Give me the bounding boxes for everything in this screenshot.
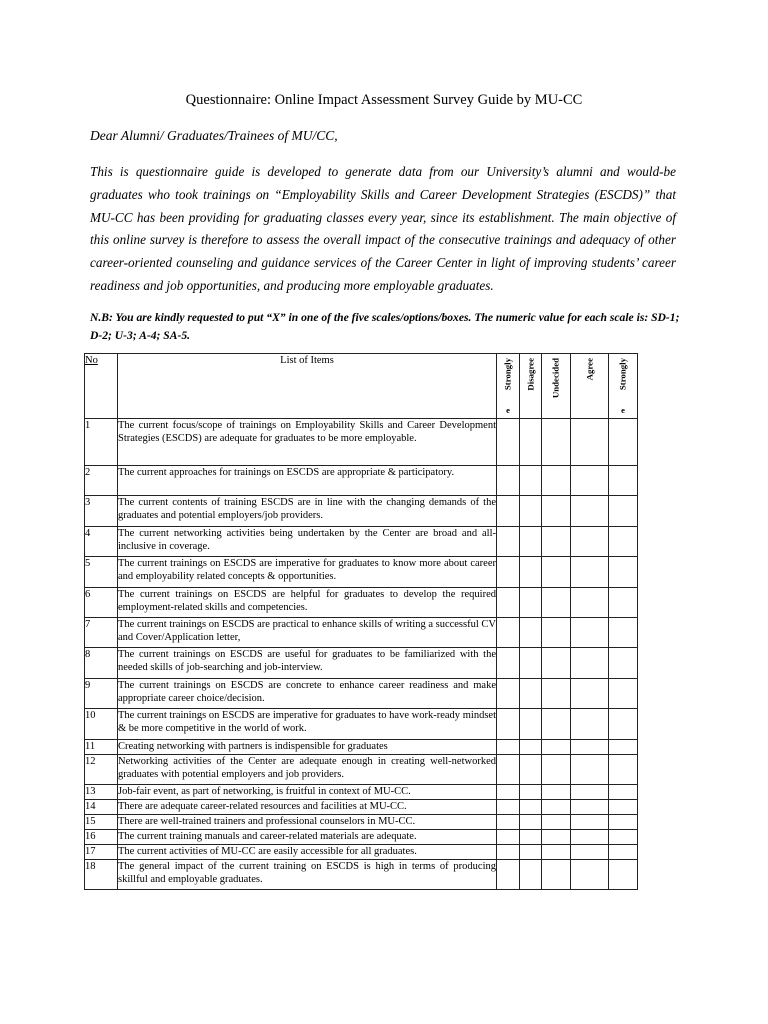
answer-box-agree[interactable] [571, 466, 609, 496]
item-statement: The current training manuals and career-related materials are adequate. [118, 830, 497, 845]
answer-box-agree[interactable] [571, 527, 609, 557]
answer-box-disagree[interactable] [520, 709, 542, 740]
table-row [85, 419, 669, 466]
answer-box-undecided[interactable] [542, 557, 571, 588]
table-row [85, 618, 669, 648]
answer-box-agree[interactable] [571, 815, 609, 830]
table-row [85, 785, 669, 800]
answer-box-strongly-disagree[interactable] [497, 815, 520, 830]
table-body [85, 419, 669, 890]
table-row [85, 648, 669, 679]
answer-box-disagree[interactable] [520, 860, 542, 890]
answer-box-undecided[interactable] [542, 496, 571, 527]
answer-box-strongly-disagree[interactable] [497, 709, 520, 740]
answer-box-strongly-disagree[interactable] [497, 466, 520, 496]
answer-box-undecided[interactable] [542, 588, 571, 618]
answer-box-strongly-disagree[interactable] [497, 419, 520, 466]
answer-box-strongly-agree[interactable] [609, 679, 638, 709]
answer-box-agree[interactable] [571, 800, 609, 815]
table-row [85, 800, 669, 815]
answer-box-agree[interactable] [571, 709, 609, 740]
answer-box-strongly-disagree[interactable] [497, 785, 520, 800]
answer-box-undecided[interactable] [542, 709, 571, 740]
item-number: 11 [85, 740, 118, 755]
answer-box-undecided[interactable] [542, 419, 571, 466]
instruction-note: N.B: You are kindly requested to put “X” in one of the five scales/options/boxes. The numeric value for each scale is: SD-1; D-2; U-3; A-4; SA-5. [90, 311, 680, 342]
answer-box-strongly-disagree[interactable] [497, 845, 520, 860]
item-number: 17 [85, 845, 118, 860]
answer-box-agree[interactable] [571, 557, 609, 588]
answer-box-disagree[interactable] [520, 845, 542, 860]
answer-box-undecided[interactable] [542, 845, 571, 860]
scale-label-tail: e [621, 404, 625, 415]
table-row [85, 679, 669, 709]
item-number: 2 [85, 466, 118, 496]
answer-box-strongly-disagree[interactable] [497, 527, 520, 557]
answer-box-strongly-agree[interactable] [609, 740, 638, 755]
answer-box-strongly-agree[interactable] [609, 830, 638, 845]
answer-box-undecided[interactable] [542, 800, 571, 815]
answer-box-strongly-disagree[interactable] [497, 755, 520, 785]
answer-box-agree[interactable] [571, 740, 609, 755]
answer-box-agree[interactable] [571, 618, 609, 648]
item-statement: The current trainings on ESCDS are useful for graduates to be familiarized with the needed skills of job-searching and job-interview. [118, 648, 497, 679]
answer-box-undecided[interactable] [542, 785, 571, 800]
survey-table [84, 353, 669, 890]
answer-box-disagree[interactable] [520, 648, 542, 679]
answer-box-strongly-agree[interactable] [609, 466, 638, 496]
scale-header-disagree [520, 354, 542, 419]
answer-box-strongly-disagree[interactable] [497, 800, 520, 815]
table-header-row [85, 354, 669, 419]
item-statement: Networking activities of the Center are adequate enough in creating well-networked graduates with potential employers and job providers. [118, 755, 497, 785]
item-number: 7 [85, 618, 118, 648]
scale-label: Agree [583, 358, 594, 381]
item-statement: The current trainings on ESCDS are imperative for graduates to have work-ready mindset & be more competitive in the world of work. [118, 709, 497, 740]
answer-box-agree[interactable] [571, 588, 609, 618]
scale-label: Disagree [524, 358, 535, 391]
answer-box-disagree[interactable] [520, 496, 542, 527]
item-statement: The current contents of training ESCDS are in line with the changing demands of the graduates and potential employers/job providers. [118, 496, 497, 527]
table-row [85, 845, 669, 860]
answer-box-disagree[interactable] [520, 466, 542, 496]
answer-box-strongly-disagree[interactable] [497, 679, 520, 709]
scale-label-tail: e [506, 404, 510, 415]
scale-header-strongly-disagree [497, 354, 520, 419]
table-row [85, 830, 669, 845]
item-number: 13 [85, 785, 118, 800]
item-number: 8 [85, 648, 118, 679]
answer-box-strongly-agree[interactable] [609, 709, 638, 740]
answer-box-strongly-agree[interactable] [609, 527, 638, 557]
item-number: 10 [85, 709, 118, 740]
item-number: 1 [85, 419, 118, 466]
answer-box-undecided[interactable] [542, 648, 571, 679]
answer-box-strongly-disagree[interactable] [497, 618, 520, 648]
intro-paragraph: This is questionnaire guide is developed to generate data from our University’s alumni and would-be graduates who took trainings on “Employability Skills and Career Development Strategies (ESCDS)” that MU-CC has been providing for graduating classes every year, since its establishment. The main objective of this online survey is therefore to assess the overall impact of the consecutive trainings and adequacy of other career-oriented counseling and guidance services of the Career Center in light of improving students’ career readiness and job opportunities, and producing more employable graduates. [90, 164, 676, 293]
item-statement: The general impact of the current training on ESCDS is high in terms of producing skillful and employable graduates. [118, 860, 497, 890]
answer-box-agree[interactable] [571, 845, 609, 860]
item-statement: There are well-trained trainers and professional counselors in MU-CC. [118, 815, 497, 830]
table-row [85, 740, 669, 755]
answer-box-undecided[interactable] [542, 815, 571, 830]
answer-box-agree[interactable] [571, 860, 609, 890]
item-number: 4 [85, 527, 118, 557]
answer-box-strongly-disagree[interactable] [497, 740, 520, 755]
item-statement: Job-fair event, as part of networking, is fruitful in context of MU-CC. [118, 785, 497, 800]
answer-box-undecided[interactable] [542, 618, 571, 648]
answer-box-disagree[interactable] [520, 785, 542, 800]
item-statement: The current activities of MU-CC are easily accessible for all graduates. [118, 845, 497, 860]
answer-box-strongly-disagree[interactable] [497, 557, 520, 588]
answer-box-disagree[interactable] [520, 740, 542, 755]
table-row [85, 860, 669, 890]
answer-box-agree[interactable] [571, 785, 609, 800]
scale-label: Strongly [617, 358, 628, 391]
answer-box-undecided[interactable] [542, 755, 571, 785]
items-column-header: List of Items [118, 354, 497, 419]
answer-box-strongly-agree[interactable] [609, 815, 638, 830]
answer-box-disagree[interactable] [520, 588, 542, 618]
answer-box-agree[interactable] [571, 496, 609, 527]
item-number: 3 [85, 496, 118, 527]
answer-box-agree[interactable] [571, 679, 609, 709]
item-number: 5 [85, 557, 118, 588]
item-statement: The current trainings on ESCDS are imperative for graduates to know more about career and employability related concepts & opportunities. [118, 557, 497, 588]
answer-box-strongly-agree[interactable] [609, 845, 638, 860]
item-number: 18 [85, 860, 118, 890]
answer-box-undecided[interactable] [542, 860, 571, 890]
item-number: 9 [85, 679, 118, 709]
answer-box-disagree[interactable] [520, 755, 542, 785]
document-title: Questionnaire: Online Impact Assessment Survey Guide by MU-CC [185, 92, 583, 108]
answer-box-strongly-disagree[interactable] [497, 496, 520, 527]
scale-header-undecided [542, 354, 571, 419]
salutation: Dear Alumni/ Graduates/Trainees of MU/CC, [90, 128, 338, 143]
answer-box-disagree[interactable] [520, 800, 542, 815]
answer-box-strongly-agree[interactable] [609, 419, 638, 466]
answer-box-disagree[interactable] [520, 618, 542, 648]
answer-box-strongly-disagree[interactable] [497, 830, 520, 845]
table-row [85, 557, 669, 588]
item-number: 12 [85, 755, 118, 785]
answer-box-strongly-agree[interactable] [609, 800, 638, 815]
item-number: 16 [85, 830, 118, 845]
answer-box-disagree[interactable] [520, 830, 542, 845]
answer-box-strongly-agree[interactable] [609, 648, 638, 679]
answer-box-undecided[interactable] [542, 679, 571, 709]
scale-header-strongly-agree [609, 354, 638, 419]
answer-box-agree[interactable] [571, 419, 609, 466]
item-statement: The current trainings on ESCDS are concrete to enhance career readiness and make appropriate career choice/decision. [118, 679, 497, 709]
scale-header-agree [571, 354, 609, 419]
answer-box-strongly-agree[interactable] [609, 618, 638, 648]
answer-box-undecided[interactable] [542, 830, 571, 845]
answer-box-strongly-agree[interactable] [609, 496, 638, 527]
answer-box-strongly-disagree[interactable] [497, 648, 520, 679]
item-statement: The current trainings on ESCDS are helpful for graduates to develop the required employment-related skills and competencies. [118, 588, 497, 618]
item-statement: The current approaches for trainings on ESCDS are appropriate & participatory. [118, 466, 497, 496]
table-row [85, 466, 669, 496]
answer-box-strongly-disagree[interactable] [497, 588, 520, 618]
answer-box-strongly-agree[interactable] [609, 588, 638, 618]
item-number: 15 [85, 815, 118, 830]
table-row [85, 588, 669, 618]
answer-box-disagree[interactable] [520, 527, 542, 557]
answer-box-strongly-agree[interactable] [609, 557, 638, 588]
no-column-header: No [85, 354, 118, 419]
answer-box-strongly-agree[interactable] [609, 860, 638, 890]
answer-box-strongly-disagree[interactable] [497, 860, 520, 890]
item-statement: The current focus/scope of trainings on Employability Skills and Career Development Strategies (ESCDS) are adequate for graduates to be more employable. [118, 419, 497, 466]
answer-box-strongly-agree[interactable] [609, 785, 638, 800]
item-statement: There are adequate career-related resources and facilities at MU-CC. [118, 800, 497, 815]
table-row [85, 755, 669, 785]
table-row [85, 709, 669, 740]
answer-box-disagree[interactable] [520, 679, 542, 709]
table-row [85, 527, 669, 557]
item-statement: Creating networking with partners is indispensible for graduates [118, 740, 497, 755]
scale-label: Undecided [550, 358, 561, 399]
scale-label: Strongly [502, 358, 513, 391]
item-number: 6 [85, 588, 118, 618]
answer-box-disagree[interactable] [520, 815, 542, 830]
item-statement: The current trainings on ESCDS are practical to enhance skills of writing a successful CV and Cover/Application letter, [118, 618, 497, 648]
answer-box-undecided[interactable] [542, 740, 571, 755]
item-number: 14 [85, 800, 118, 815]
answer-box-agree[interactable] [571, 755, 609, 785]
answer-box-undecided[interactable] [542, 527, 571, 557]
item-statement: The current networking activities being undertaken by the Center are broad and all-inclusive in coverage. [118, 527, 497, 557]
answer-box-undecided[interactable] [542, 466, 571, 496]
answer-box-strongly-agree[interactable] [609, 755, 638, 785]
table-row [85, 496, 669, 527]
answer-box-disagree[interactable] [520, 557, 542, 588]
answer-box-agree[interactable] [571, 648, 609, 679]
answer-box-disagree[interactable] [520, 419, 542, 466]
answer-box-agree[interactable] [571, 830, 609, 845]
table-row [85, 815, 669, 830]
